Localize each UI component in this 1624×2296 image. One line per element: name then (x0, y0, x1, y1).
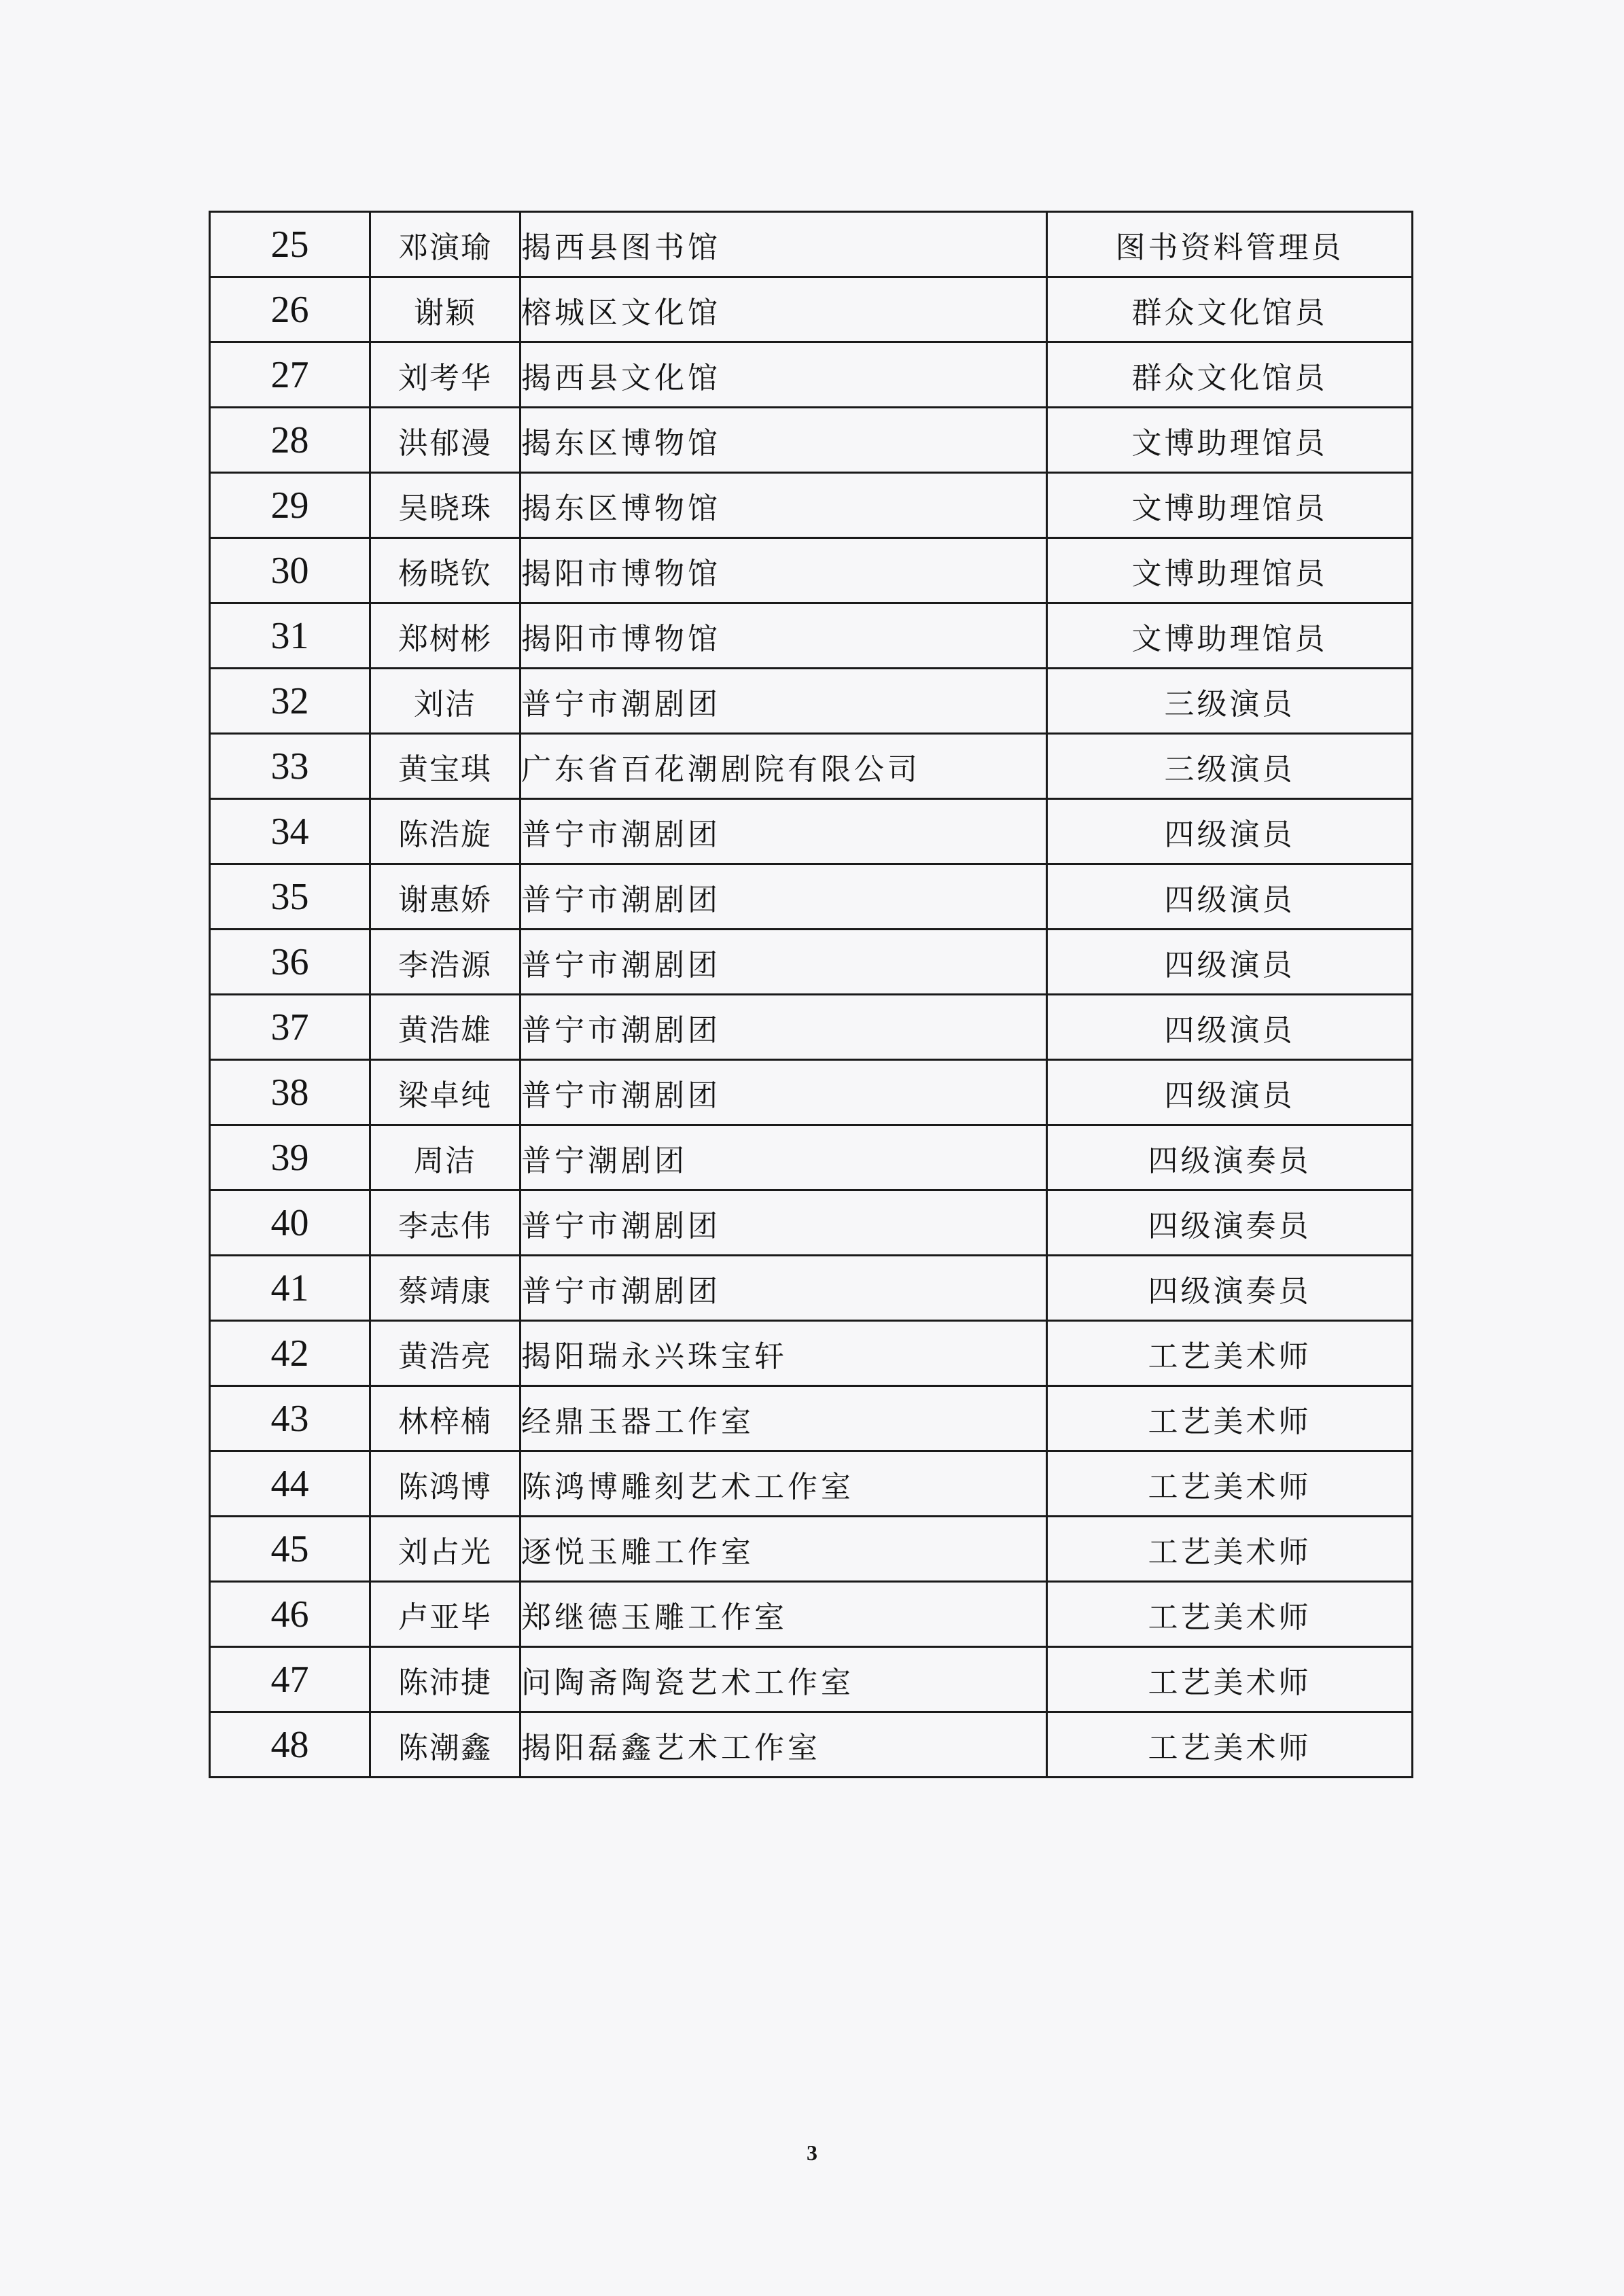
unit-cell: 普宁市潮剧团 (520, 1190, 1047, 1256)
unit-cell: 普宁市潮剧团 (520, 995, 1047, 1060)
name-cell: 黄浩亮 (370, 1321, 520, 1386)
title-cell: 三级演员 (1047, 669, 1413, 734)
table-row (210, 930, 1413, 995)
row-number-cell: 33 (210, 734, 370, 799)
title-cell: 工艺美术师 (1047, 1451, 1413, 1517)
name-cell: 洪郁漫 (370, 408, 520, 473)
name-cell: 林梓楠 (370, 1386, 520, 1451)
table-row (210, 734, 1413, 799)
title-cell: 工艺美术师 (1047, 1386, 1413, 1451)
name-cell: 邓演瑜 (370, 212, 520, 277)
unit-cell: 揭阳市博物馆 (520, 538, 1047, 603)
row-number-cell: 28 (210, 408, 370, 473)
roster-table (209, 211, 1413, 1778)
row-number-cell: 44 (210, 1451, 370, 1517)
title-cell: 群众文化馆员 (1047, 277, 1413, 342)
name-cell: 刘洁 (370, 669, 520, 734)
unit-cell: 郑继德玉雕工作室 (520, 1582, 1047, 1647)
unit-cell: 普宁市潮剧团 (520, 1060, 1047, 1125)
name-cell: 陈沛捷 (370, 1647, 520, 1712)
page-number: 3 (807, 2140, 817, 2165)
title-cell: 四级演员 (1047, 930, 1413, 995)
table-row (210, 1125, 1413, 1190)
name-cell: 卢亚毕 (370, 1582, 520, 1647)
unit-cell: 榕城区文化馆 (520, 277, 1047, 342)
unit-cell: 揭东区博物馆 (520, 408, 1047, 473)
unit-cell: 普宁市潮剧团 (520, 669, 1047, 734)
name-cell: 刘考华 (370, 342, 520, 408)
row-number-cell: 32 (210, 669, 370, 734)
title-cell: 文博助理馆员 (1047, 473, 1413, 538)
table-row (210, 538, 1413, 603)
roster-table-body (210, 212, 1413, 1778)
unit-cell: 经鼎玉器工作室 (520, 1386, 1047, 1451)
name-cell: 李浩源 (370, 930, 520, 995)
title-cell: 四级演员 (1047, 864, 1413, 930)
table-row (210, 1060, 1413, 1125)
title-cell: 文博助理馆员 (1047, 408, 1413, 473)
unit-cell: 问陶斋陶瓷艺术工作室 (520, 1647, 1047, 1712)
row-number-cell: 46 (210, 1582, 370, 1647)
row-number-cell: 26 (210, 277, 370, 342)
table-row (210, 342, 1413, 408)
row-number-cell: 31 (210, 603, 370, 669)
table-row (210, 408, 1413, 473)
name-cell: 蔡靖康 (370, 1256, 520, 1321)
title-cell: 工艺美术师 (1047, 1712, 1413, 1778)
row-number-cell: 25 (210, 212, 370, 277)
table-row (210, 1321, 1413, 1386)
table-row (210, 1582, 1413, 1647)
title-cell: 工艺美术师 (1047, 1321, 1413, 1386)
row-number-cell: 43 (210, 1386, 370, 1451)
row-number-cell: 39 (210, 1125, 370, 1190)
table-row (210, 864, 1413, 930)
name-cell: 陈潮鑫 (370, 1712, 520, 1778)
title-cell: 四级演奏员 (1047, 1125, 1413, 1190)
row-number-cell: 45 (210, 1517, 370, 1582)
unit-cell: 普宁市潮剧团 (520, 799, 1047, 864)
title-cell: 三级演员 (1047, 734, 1413, 799)
unit-cell: 普宁市潮剧团 (520, 930, 1047, 995)
unit-cell: 揭阳磊鑫艺术工作室 (520, 1712, 1047, 1778)
row-number-cell: 48 (210, 1712, 370, 1778)
name-cell: 陈浩旋 (370, 799, 520, 864)
row-number-cell: 34 (210, 799, 370, 864)
title-cell: 四级演员 (1047, 1060, 1413, 1125)
row-number-cell: 41 (210, 1256, 370, 1321)
title-cell: 图书资料管理员 (1047, 212, 1413, 277)
unit-cell: 广东省百花潮剧院有限公司 (520, 734, 1047, 799)
row-number-cell: 36 (210, 930, 370, 995)
title-cell: 四级演奏员 (1047, 1190, 1413, 1256)
title-cell: 四级演员 (1047, 995, 1413, 1060)
name-cell: 刘占光 (370, 1517, 520, 1582)
name-cell: 黄宝琪 (370, 734, 520, 799)
name-cell: 梁卓纯 (370, 1060, 520, 1125)
table-row (210, 212, 1413, 277)
table-row (210, 1256, 1413, 1321)
title-cell: 文博助理馆员 (1047, 538, 1413, 603)
table-row (210, 473, 1413, 538)
unit-cell: 揭东区博物馆 (520, 473, 1047, 538)
table-row (210, 277, 1413, 342)
row-number-cell: 40 (210, 1190, 370, 1256)
row-number-cell: 42 (210, 1321, 370, 1386)
row-number-cell: 29 (210, 473, 370, 538)
name-cell: 黄浩雄 (370, 995, 520, 1060)
name-cell: 谢惠娇 (370, 864, 520, 930)
unit-cell: 普宁市潮剧团 (520, 1256, 1047, 1321)
name-cell: 李志伟 (370, 1190, 520, 1256)
name-cell: 郑树彬 (370, 603, 520, 669)
unit-cell: 揭西县图书馆 (520, 212, 1047, 277)
row-number-cell: 38 (210, 1060, 370, 1125)
name-cell: 谢颖 (370, 277, 520, 342)
unit-cell: 揭阳市博物馆 (520, 603, 1047, 669)
table-row (210, 669, 1413, 734)
table-row (210, 799, 1413, 864)
title-cell: 工艺美术师 (1047, 1517, 1413, 1582)
title-cell: 文博助理馆员 (1047, 603, 1413, 669)
table-row (210, 1712, 1413, 1778)
name-cell: 陈鸿博 (370, 1451, 520, 1517)
row-number-cell: 27 (210, 342, 370, 408)
unit-cell: 逐悦玉雕工作室 (520, 1517, 1047, 1582)
title-cell: 四级演奏员 (1047, 1256, 1413, 1321)
row-number-cell: 37 (210, 995, 370, 1060)
row-number-cell: 30 (210, 538, 370, 603)
table-row (210, 1647, 1413, 1712)
title-cell: 四级演员 (1047, 799, 1413, 864)
title-cell: 工艺美术师 (1047, 1647, 1413, 1712)
table-row (210, 1451, 1413, 1517)
row-number-cell: 35 (210, 864, 370, 930)
title-cell: 群众文化馆员 (1047, 342, 1413, 408)
table-row (210, 995, 1413, 1060)
table-row (210, 603, 1413, 669)
unit-cell: 揭阳瑞永兴珠宝轩 (520, 1321, 1047, 1386)
table-row (210, 1386, 1413, 1451)
name-cell: 吴晓珠 (370, 473, 520, 538)
name-cell: 杨晓钦 (370, 538, 520, 603)
row-number-cell: 47 (210, 1647, 370, 1712)
unit-cell: 普宁潮剧团 (520, 1125, 1047, 1190)
unit-cell: 普宁市潮剧团 (520, 864, 1047, 930)
title-cell: 工艺美术师 (1047, 1582, 1413, 1647)
table-row (210, 1517, 1413, 1582)
unit-cell: 陈鸿博雕刻艺术工作室 (520, 1451, 1047, 1517)
table-row (210, 1190, 1413, 1256)
name-cell: 周洁 (370, 1125, 520, 1190)
unit-cell: 揭西县文化馆 (520, 342, 1047, 408)
